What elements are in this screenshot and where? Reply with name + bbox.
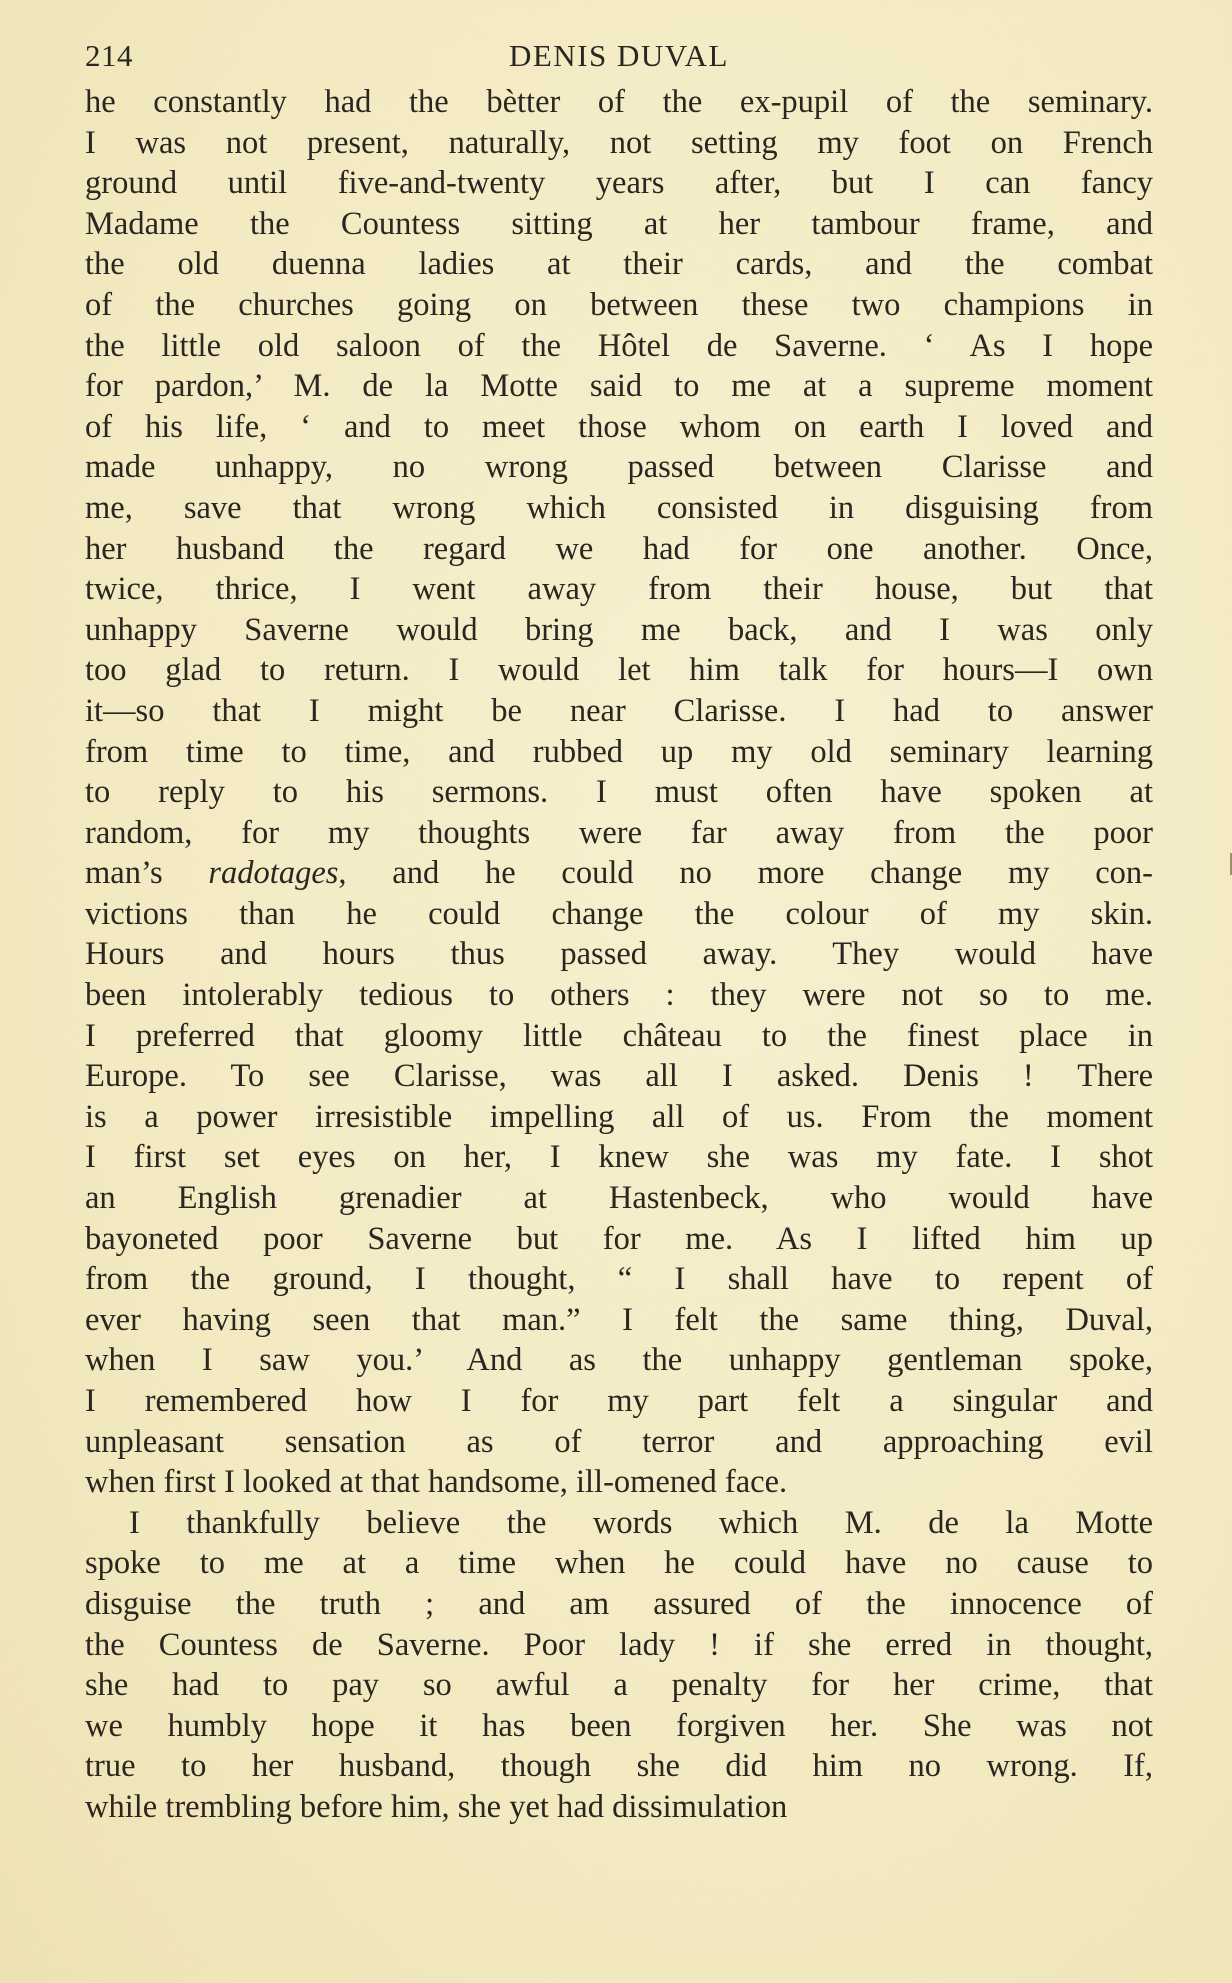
text-line: Europe. To see Clarisse, was all I asked. Denis ! There [85, 1058, 1153, 1095]
text-line: the old duenna ladies at their cards, and the combat [85, 246, 1153, 283]
text-line: ever having seen that man.” I felt the same thing, Duval, [85, 1301, 1153, 1338]
text-line: unhappy Saverne would bring me back, and I was only [85, 611, 1153, 648]
text-line: of his life, ‘ and to meet those whom on earth I loved and [85, 408, 1153, 445]
paragraph-1 [85, 82, 1153, 1503]
text-line: from time to time, and rubbed up my old seminary learning [85, 733, 1153, 770]
paragraph-2 [85, 1503, 1153, 1828]
text-line: for pardon,’ M. de la Motte said to me at a supreme moment [85, 368, 1153, 405]
text-line: true to her husband, though she did him no wrong. If, [85, 1748, 1153, 1785]
text-line: I thankfully believe the words which M. de la Motte [129, 1504, 1153, 1541]
text-line: disguise the truth ; and am assured of the innocence of [85, 1585, 1153, 1622]
text-line: I remembered how I for my part felt a singular and [85, 1383, 1153, 1419]
book-page [85, 38, 1153, 1828]
text-line: the Countess de Saverne. Poor lady ! if she erred in thought, [85, 1626, 1153, 1663]
text-line: when I saw you.’ And as the unhappy gentleman spoke, [85, 1342, 1153, 1379]
italic-word: radotages [208, 855, 339, 892]
text-line: she had to pay so awful a penalty for her crime, that [85, 1667, 1153, 1704]
body-text [85, 82, 1153, 1828]
page-number: 214 [85, 38, 133, 73]
text-line: ground until five-and-twenty years after, but I can fancy [85, 165, 1153, 202]
text-line: to reply to his sermons. I must often have spoken at [85, 774, 1153, 811]
text-line: we humbly hope it has been forgiven her. She was not [85, 1707, 1153, 1744]
text-line: Madame the Countess sitting at her tambour frame, and [85, 205, 1153, 242]
text-line: I preferred that gloomy little château to the finest place in [85, 1017, 1153, 1054]
text-line: the little old saloon of the Hôtel de Saverne. ‘ As I hope [85, 327, 1153, 364]
text-line: Hours and hours thus passed away. They would have [85, 936, 1153, 973]
text-line: while trembling before him, she yet had dissimulation [85, 1788, 788, 1825]
text-line: too glad to return. I would let him talk for hours—I own [85, 652, 1153, 689]
text-line: I first set eyes on her, I knew she was my fate. I shot [85, 1139, 1153, 1176]
text-line: is a power irresistible impelling all of us. From the moment [85, 1098, 1153, 1135]
text-line: I was not present, naturally, not setting my foot on French [85, 124, 1153, 161]
text-line: it—so that I might be near Clarisse. I had to answer [85, 692, 1153, 729]
text-line: her husband the regard we had for one another. Once, [85, 530, 1153, 567]
text-line: me, save that wrong which consisted in disguising from [85, 489, 1153, 526]
text-line: from the ground, I thought, “ I shall have to repent of [85, 1261, 1153, 1298]
text-line: twice, thrice, I went away from their house, but that [85, 571, 1153, 608]
text-line: been intolerably tedious to others : they were not so to me. [85, 977, 1153, 1014]
text-line: victions than he could change the colour of my skin. [85, 895, 1153, 932]
text-line: random, for my thoughts were far away from the poor [85, 814, 1153, 851]
running-head [85, 38, 1153, 82]
text-line: when first I looked at that handsome, ill-omened face. [85, 1464, 788, 1501]
text-line: an English grenadier at Hastenbeck, who would have [85, 1180, 1153, 1217]
text-line: unpleasant sensation as of terror and approaching evil [85, 1423, 1153, 1460]
text-line: he constantly had the bètter of the ex-pupil of the seminary. [85, 84, 1153, 120]
book-title: DENIS DUVAL [508, 38, 729, 73]
text-line: made unhappy, no wrong passed between Clarisse and [85, 449, 1153, 486]
text-line: spoke to me at a time when he could have no cause to [85, 1545, 1153, 1582]
text-line: man’s radotages, and he could no more change my con- [85, 855, 1153, 892]
text-line: bayoneted poor Saverne but for me. As I lifted him up [85, 1220, 1153, 1257]
text-line: of the churches going on between these two champions in [85, 286, 1153, 323]
